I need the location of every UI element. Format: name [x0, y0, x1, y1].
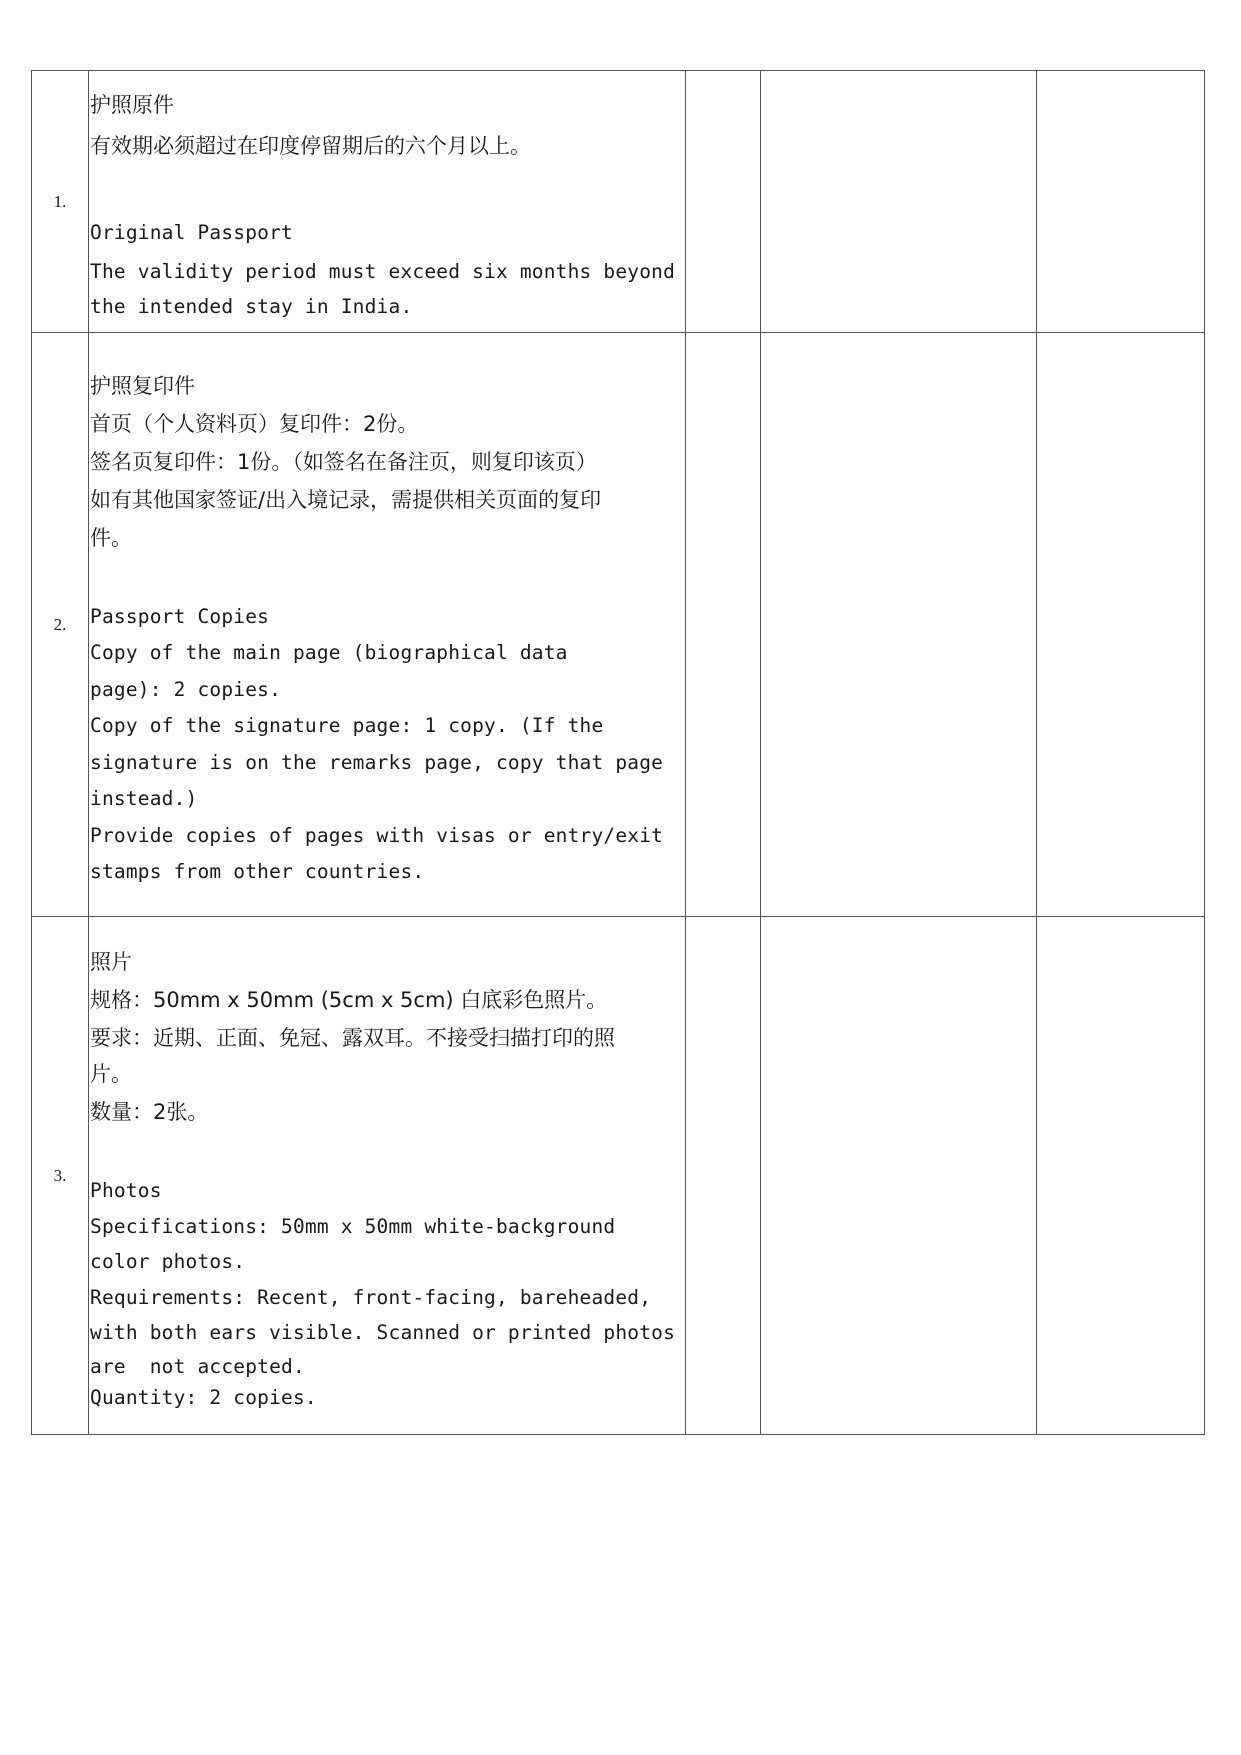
item-line-en: Requirements: Recent, front-facing, bareheaded, — [90, 1286, 652, 1310]
item-line-zh: 如有其他国家签证/出入境记录，需提供相关页面的复印 — [90, 487, 602, 512]
item-line-en: the intended stay in India. — [90, 294, 413, 318]
item-line-zh: 有效期必须超过在印度停留期后的六个月以上。 — [90, 133, 531, 158]
item-title-en: Photos — [90, 1178, 162, 1202]
document-checklist-table — [31, 70, 1205, 1435]
checkbox-cell — [686, 71, 761, 333]
item-title-en: Passport Copies — [90, 604, 270, 628]
item-line-en: page): 2 copies. — [90, 677, 282, 701]
remarks-cell — [1037, 917, 1205, 1435]
item-line-zh: 件。 — [90, 525, 132, 550]
item-title-zh: 照片 — [90, 949, 132, 974]
notes-cell — [761, 917, 1037, 1435]
item-line-zh: 数量：2张。 — [90, 1099, 209, 1124]
item-description — [89, 333, 686, 917]
item-line-en: Provide copies of pages with visas or entry/exit — [90, 823, 664, 847]
item-line-en: with both ears visible. Scanned or printed photos — [90, 1320, 676, 1344]
item-line-en: Copy of the signature page: 1 copy. (If the — [90, 714, 604, 737]
item-line-en: signature is on the remarks page, copy that page — [90, 750, 664, 774]
item-line-zh: 规格：50mm x 50mm (5cm x 5cm) 白底彩色照片。 — [90, 987, 608, 1012]
remarks-cell — [1037, 333, 1205, 917]
item-line-en: Copy of the main page (biographical data — [90, 641, 568, 664]
item-title-zh: 护照复印件 — [90, 373, 195, 398]
item-description — [89, 71, 686, 333]
item-line-en: Specifications: 50mm x 50mm white-background — [90, 1215, 616, 1239]
item-line-en: are not accepted. — [90, 1355, 305, 1379]
item-line-en: stamps from other countries. — [90, 860, 425, 883]
remarks-cell — [1037, 71, 1205, 333]
item-line-zh: 首页（个人资料页）复印件：2份。 — [90, 411, 419, 436]
row-number: 2. — [32, 333, 89, 917]
item-line-zh: 片。 — [90, 1061, 132, 1086]
item-description — [89, 917, 686, 1435]
item-line-zh: 签名页复印件：1份。（如签名在备注页，则复印该页） — [90, 449, 597, 474]
item-line-en: color photos. — [90, 1249, 246, 1273]
item-line-zh: 要求：近期、正面、免冠、露双耳。不接受扫描打印的照 — [90, 1025, 615, 1050]
table-row — [32, 333, 1205, 917]
checkbox-cell — [686, 333, 761, 917]
notes-cell — [761, 333, 1037, 917]
notes-cell — [761, 71, 1037, 333]
row-number: 1. — [32, 71, 89, 333]
checkbox-cell — [686, 917, 761, 1435]
item-title-en: Original Passport — [90, 220, 293, 244]
row-number: 3. — [32, 917, 89, 1435]
table-row — [32, 71, 1205, 333]
item-line-en: The validity period must exceed six months beyond — [90, 260, 676, 284]
item-title-zh: 护照原件 — [90, 92, 174, 117]
item-line-en: instead.) — [90, 787, 198, 810]
item-line-en: Quantity: 2 copies. — [90, 1385, 317, 1409]
table-row — [32, 917, 1205, 1435]
